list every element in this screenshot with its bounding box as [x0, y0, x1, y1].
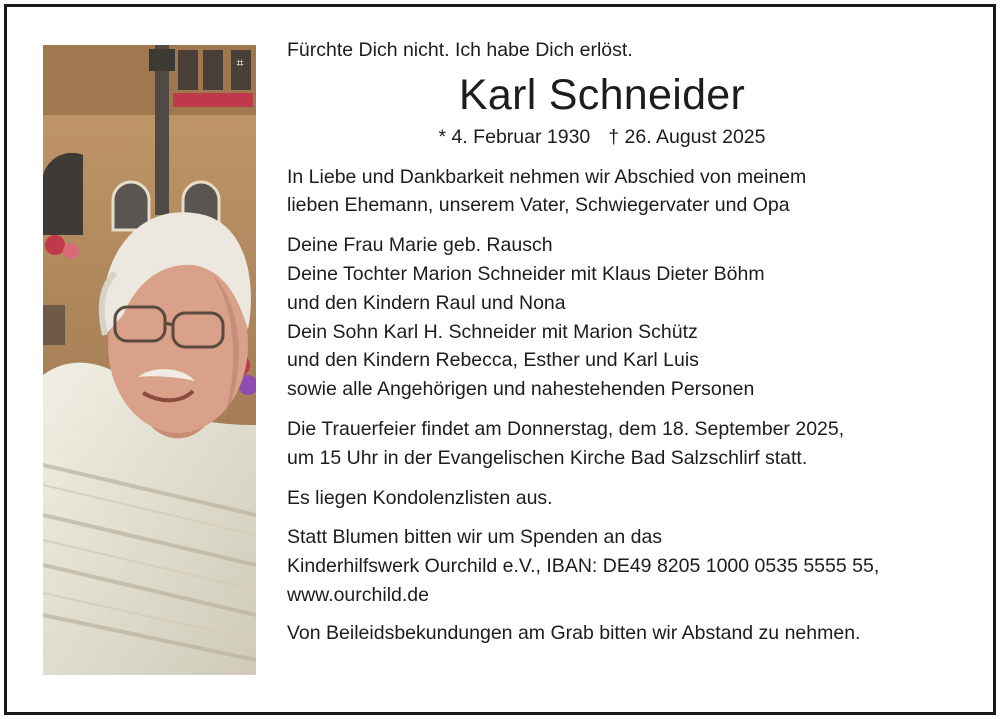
intro-line: lieben Ehemann, unserem Vater, Schwiegervater und Opa [287, 194, 790, 217]
intro-line: In Liebe und Dankbarkeit nehmen wir Abschied von meinem [287, 165, 807, 188]
donation-website-link[interactable]: www.ourchild.de [287, 583, 429, 606]
bible-verse: Fürchte Dich nicht. Ich habe Dich erlöst. [287, 39, 633, 61]
condolence-lists [287, 484, 967, 513]
family-line: Deine Frau Marie geb. Rausch [287, 234, 553, 257]
intro-paragraph [287, 163, 967, 221]
donation-line: Kinderhilfswerk Ourchild e.V., IBAN: DE49 8205 1000 0535 5555 55, [287, 555, 880, 578]
birth-date: * 4. Februar 1930 [438, 125, 591, 148]
life-dates [287, 123, 917, 152]
crop-icon[interactable]: ⌗ [236, 56, 244, 71]
family-line: und den Kindern Raul und Nona [287, 291, 566, 314]
family-line: sowie alle Angehörigen und nahestehenden Personen [287, 378, 755, 401]
condolence-line: Es liegen Kondolenzlisten aus. [287, 486, 553, 509]
portrait-illustration [43, 45, 256, 675]
family-line: und den Kindern Rebecca, Esther und Karl Luis [287, 349, 699, 372]
notice-text [287, 36, 967, 648]
donation-line: Statt Blumen bitten wir um Spenden an das [287, 526, 663, 549]
donation-info [287, 523, 967, 609]
family-line: Dein Sohn Karl H. Schneider mit Marion Schütz [287, 320, 698, 343]
family-line: Deine Tochter Marion Schneider mit Klaus Dieter Böhm [287, 262, 765, 285]
portrait-photo [43, 45, 256, 675]
family-list [287, 231, 967, 404]
ceremony-info [287, 415, 967, 473]
ceremony-line: Die Trauerfeier findet am Donnerstag, dem 18. September 2025, [287, 417, 845, 440]
ceremony-line: um 15 Uhr in der Evangelischen Kirche Bad Salzschlirf statt. [287, 446, 808, 469]
deceased-name: Karl Schneider [458, 70, 746, 119]
death-date: † 26. August 2025 [608, 125, 766, 148]
closing-remark: Von Beileidsbekundungen am Grab bitten wir Abstand zu nehmen. [287, 621, 861, 644]
